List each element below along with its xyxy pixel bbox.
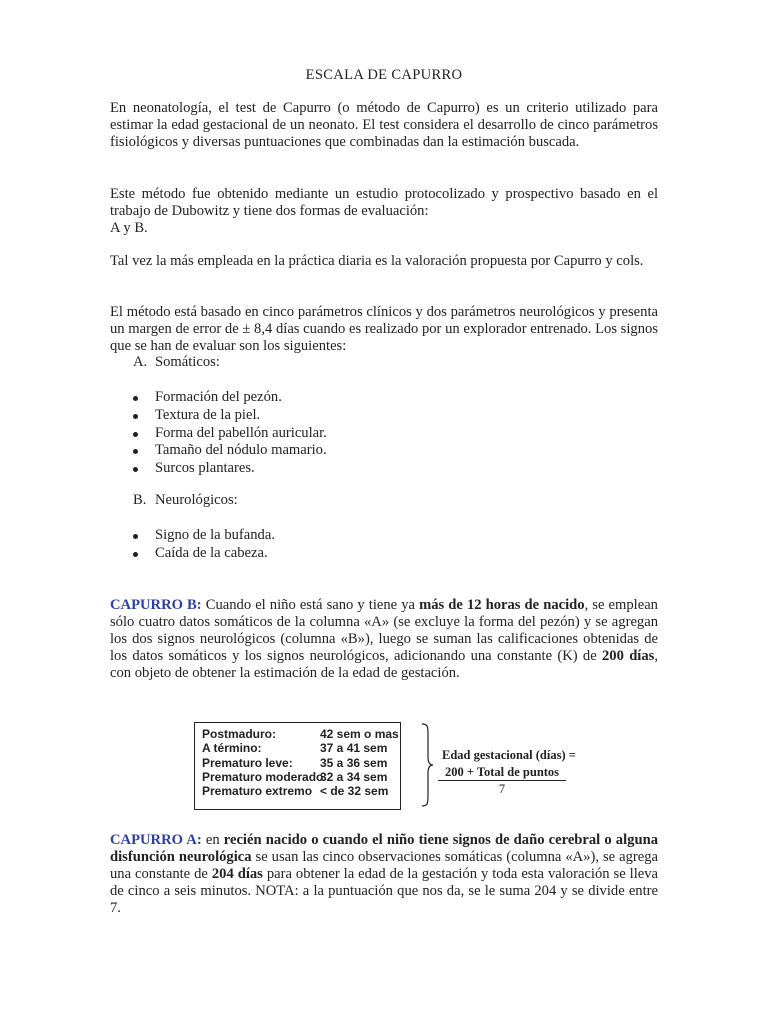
capurro-a-bold-1: recién nacido o cuando el niño tiene signos de daño cerebral o alguna disfunción neurológica — [110, 832, 658, 865]
gestation-value: 42 sem o mas — [320, 727, 399, 741]
table-row — [202, 756, 400, 770]
gestation-label: Postmaduro: — [202, 727, 277, 741]
capurro-a-paragraph — [110, 832, 658, 917]
intro-paragraph: En neonatología, el test de Capurro (o método de Capurro) es un criterio utilizado para estimar la edad gestacional de un neonato. El test considera el desarrollo de cinco parámetros fisiológicos y diversas puntuaciones que combinadas dan la estimación buscada. — [110, 100, 658, 150]
method-text: Este método fue obtenido mediante un estudio protocolizado y prospectivo basado en el trabajo de Dubowitz y tiene dos formas de evaluación: — [110, 186, 658, 219]
formula-numerator: 200 + Total de puntos — [438, 765, 566, 781]
capurro-b-text-2: , se emplean sólo cuatro datos somáticos de la columna «A» (se excluye la forma del pezón) y se agregan los dos signos neurológicos (columna «B»), luego se suman las calificaciones obtenidas de los datos somáticos y los signos neurológicos, adicionando una constante (K) de — [110, 597, 658, 664]
capurro-b-bold-2: 200 días — [602, 648, 655, 664]
capurro-a-text-2: se usan las cinco observaciones somáticas (columna «A»), se agrega una constante de — [110, 849, 659, 882]
capurro-a-label: CAPURRO A: — [110, 832, 202, 848]
section-b-label: Neurológicos: — [155, 492, 238, 508]
usage-paragraph: Tal vez la más empleada en la práctica diaria es la valoración propuesta por Capurro y cols. — [110, 253, 644, 269]
list-item: Formación del pezón. — [130, 389, 327, 407]
method-forms: A y B. — [110, 220, 148, 236]
table-row — [202, 741, 400, 755]
capurro-b-label: CAPURRO B: — [110, 597, 202, 613]
gestation-table — [194, 722, 401, 810]
formula-lhs: Edad gestacional (días) = — [442, 748, 576, 762]
params-paragraph: El método está basado en cinco parámetros clínicos y dos parámetros neurológicos y presenta un margen de error de ± 8,4 días cuando es realizado por un explorador entrenado. Los signos que se han de evaluar son los siguientes: — [110, 304, 658, 354]
list-item: Tamaño del nódulo mamario. — [130, 442, 327, 460]
list-item: Signo de la bufanda. — [130, 527, 275, 545]
capurro-a-bold-2: 204 días — [211, 866, 263, 882]
gestation-label: Prematuro leve: — [202, 755, 293, 770]
list-item: Surcos plantares. — [130, 460, 327, 478]
section-a-heading — [133, 354, 220, 371]
section-a-letter: A. — [133, 354, 148, 370]
formula-denominator: 7 — [498, 782, 506, 796]
curly-brace-icon — [420, 723, 434, 807]
table-row — [202, 727, 400, 741]
neuro-list — [130, 527, 275, 563]
table-row — [202, 784, 400, 798]
list-item: Textura de la piel. — [130, 407, 327, 425]
method-paragraph — [110, 186, 658, 237]
section-a-label: Somáticos: — [155, 354, 220, 370]
somatic-list — [130, 389, 327, 478]
capurro-b-paragraph — [110, 597, 658, 682]
capurro-a-text-1: en — [201, 832, 224, 848]
document-title: ESCALA DE CAPURRO — [305, 67, 463, 83]
gestational-age-formula — [438, 748, 588, 796]
gestation-label: Prematuro moderado — [202, 769, 324, 784]
section-b-letter: B. — [133, 492, 147, 508]
capurro-b-text-1: Cuando el niño está sano y tiene ya — [201, 597, 420, 613]
list-item: Forma del pabellón auricular. — [130, 425, 327, 443]
list-item: Caída de la cabeza. — [130, 545, 275, 563]
gestation-value: 32 a 34 sem — [320, 769, 388, 784]
gestation-label: A término: — [202, 741, 262, 756]
capurro-a-text-3: para obtener la edad de la gestación y toda esta valoración se lleva de cinco a seis minutos. NOTA: a la puntuación que nos da, se le suma 204 y se divide entre 7. — [110, 866, 659, 916]
gestation-label: Prematuro extremo — [202, 784, 313, 799]
gestation-value: 35 a 36 sem — [320, 755, 388, 770]
capurro-b-bold-1: más de 12 horas de nacido — [419, 597, 585, 613]
section-b-heading — [133, 492, 238, 509]
gestation-value: < de 32 sem — [320, 784, 389, 799]
gestation-value: 37 a 41 sem — [320, 741, 388, 756]
capurro-b-text-3: , con objeto de obtener la estimación de la edad de gestación. — [110, 648, 658, 681]
table-row — [202, 770, 400, 784]
